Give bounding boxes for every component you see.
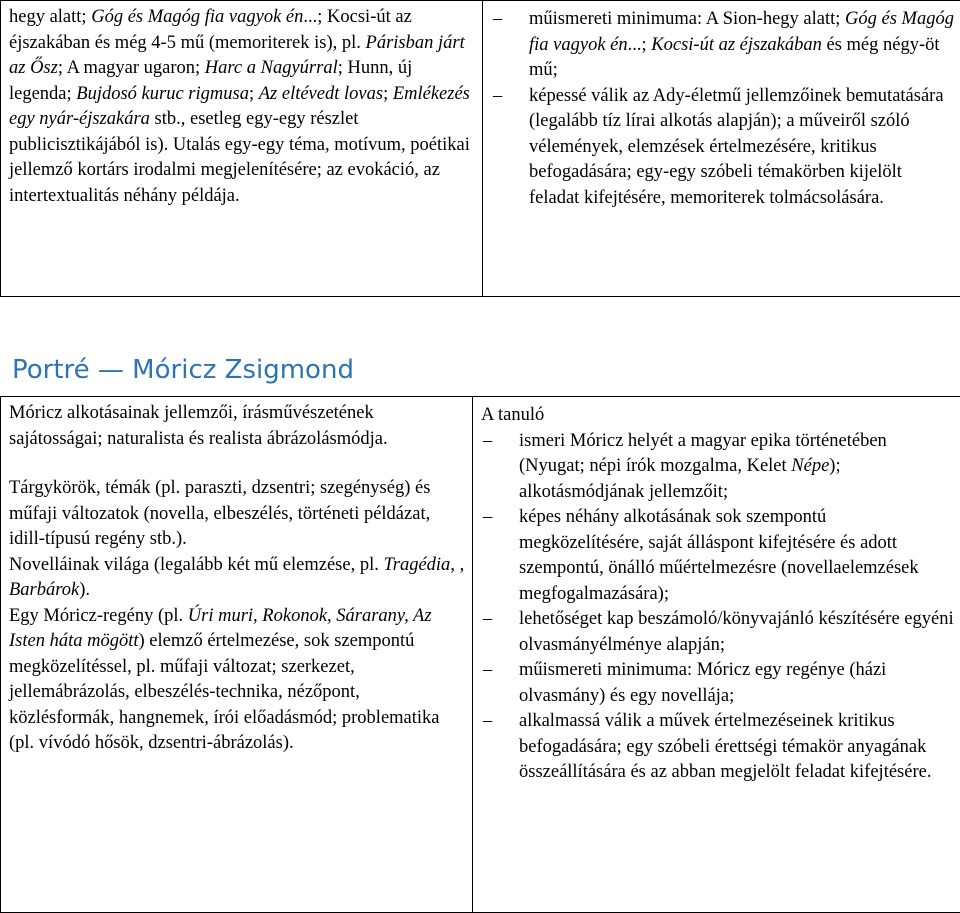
- text-run: Móricz alkotásainak jellemzői, írásművészetének sajátosságai; naturalista és realista ábrázolásmódja.: [9, 403, 388, 449]
- list-item: [481, 505, 955, 607]
- text-run: lehetőséget kap beszámoló/könyvajánló készítésére egyéni olvasmányélménye alapján;: [519, 609, 954, 655]
- text-run: alkalmassá válik a művek értelmezéseinek kritikus befogadására; egy szóbeli érettségi témakör anyagának összeállítására és az abban megjelölt feladat kifejtésére.: [519, 711, 931, 782]
- text-run: ;: [383, 84, 393, 104]
- list-item: [491, 84, 955, 212]
- content-paragraph: [9, 5, 476, 209]
- content-paragraph: [9, 401, 466, 452]
- text-run: ,: [450, 555, 459, 575]
- text-run: ); alkotásmódjának jellemzőit;: [519, 456, 841, 502]
- text-run: ; A magyar ugaron;: [58, 58, 205, 78]
- text-run: ) elemző értelmezése, sok szempontú megközelítéssel, pl. műfaji változat; szerkezet, jellemábrázolás, elbeszélés-technika, nézőpont, közlésformák, hangnemek, írói előadásmód; problematika (pl. vívódó hősök, dzsentri-ábrázolás).: [9, 631, 440, 753]
- requirements-list: [481, 429, 955, 786]
- text-run: Egy Móricz-regény (pl.: [9, 606, 188, 626]
- list-item: [481, 429, 955, 506]
- text-run: stb., esetleg egy-egy részlet publicisztikájából is). Utalás egy-egy téma, motívum, poétikai jellemző kortárs irodalmi megjelenítésére; az evokáció, az intertextualitás néhány példája.: [9, 109, 470, 206]
- list-item: [491, 7, 955, 84]
- text-run: és még négy-öt mű;: [529, 35, 940, 81]
- list-item: [481, 607, 955, 658]
- text-run: ...; Kocsi-út az éjszakában és még 4-5 mű (memoriterek is), pl.: [9, 7, 412, 53]
- text-run: ;: [249, 84, 259, 104]
- italic-text: Bujdosó kuruc rigmusa: [76, 84, 249, 104]
- text-run: ).: [79, 580, 90, 600]
- requirements-list: [491, 7, 955, 211]
- italic-text: Góg és Magóg fia vagyok én: [91, 7, 303, 27]
- text-run: ismeri Móricz helyét a magyar epika történetében (Nyugat; népi írók mozgalma, Kelet: [519, 431, 887, 477]
- content-cell: [1, 1, 483, 297]
- italic-text: Emlékezés egy nyár-éjszakára: [9, 84, 470, 130]
- curriculum-table-ady: [0, 0, 960, 297]
- text-run: műismereti minimuma: Móricz egy regénye (házi olvasmány) és egy novellája;: [519, 660, 886, 706]
- italic-text: Kocsi-út az éjszakában: [651, 35, 822, 55]
- dash-bullet-icon: –: [483, 429, 492, 455]
- text-run: Tárgykörök, témák (pl. paraszti, dzsentri; szegénység) és műfaji változatok (novella, elbeszélés, történeti példázat, idill-típusú regény stb.).: [9, 478, 430, 549]
- text-run: ; Hunn, új legenda;: [9, 58, 412, 104]
- paragraph-gap: [9, 452, 466, 476]
- text-run: műismereti minimuma: A Sion-hegy alatt;: [529, 9, 845, 29]
- content-paragraph: [9, 604, 466, 757]
- italic-text: Tragédia: [383, 555, 450, 575]
- text-run: ...;: [628, 35, 652, 55]
- italic-text: Népe: [791, 456, 829, 476]
- italic-text: Harc a Nagyúrral: [205, 58, 338, 78]
- content-paragraph: [9, 476, 466, 553]
- list-item: [481, 709, 955, 786]
- dash-bullet-icon: –: [483, 505, 492, 531]
- italic-text: Az eltévedt lovas: [259, 84, 383, 104]
- text-run: képessé válik az Ady-életmű jellemzőinek bemutatására (legalább tíz lírai alkotás alapján); a műveiről szóló vélemények, elemzések értelmezésére, kritikus befogadására; egy-egy szóbeli témakörben kijelölt feladat kifejtésére, memoriterek tolmácsolására.: [529, 86, 944, 208]
- text-run: hegy alatt;: [9, 7, 91, 27]
- curriculum-table-moricz: [0, 396, 960, 913]
- dash-bullet-icon: –: [483, 607, 492, 633]
- requirements-intro: A tanuló: [481, 403, 955, 429]
- requirements-cell: [473, 397, 960, 913]
- list-item: [481, 658, 955, 709]
- dash-bullet-icon: –: [493, 7, 502, 33]
- italic-text: Párisban járt az Ősz: [9, 33, 465, 79]
- italic-text: , Barbárok: [9, 555, 464, 601]
- dash-bullet-icon: –: [483, 709, 492, 735]
- dash-bullet-icon: –: [483, 658, 492, 684]
- content-cell: [1, 397, 473, 913]
- text-run: Novelláinak világa (legalább két mű elemzése, pl.: [9, 555, 383, 575]
- content-paragraph: [9, 553, 466, 604]
- italic-text: Góg és Magóg fia vagyok én: [529, 9, 954, 55]
- dash-bullet-icon: –: [493, 84, 502, 110]
- requirements-cell: [483, 1, 960, 297]
- italic-text: Úri muri, Rokonok, Sárarany, Az Isten háta mögött: [9, 606, 432, 652]
- text-run: képes néhány alkotásának sok szempontú megközelítésére, saját álláspont kifejtésére és adott szempontú, önálló műértelmezésre (novellaelemzések megfogalmazására);: [519, 507, 919, 604]
- content-text: [9, 401, 466, 757]
- section-heading: Portré — Móricz Zsigmond: [12, 352, 354, 388]
